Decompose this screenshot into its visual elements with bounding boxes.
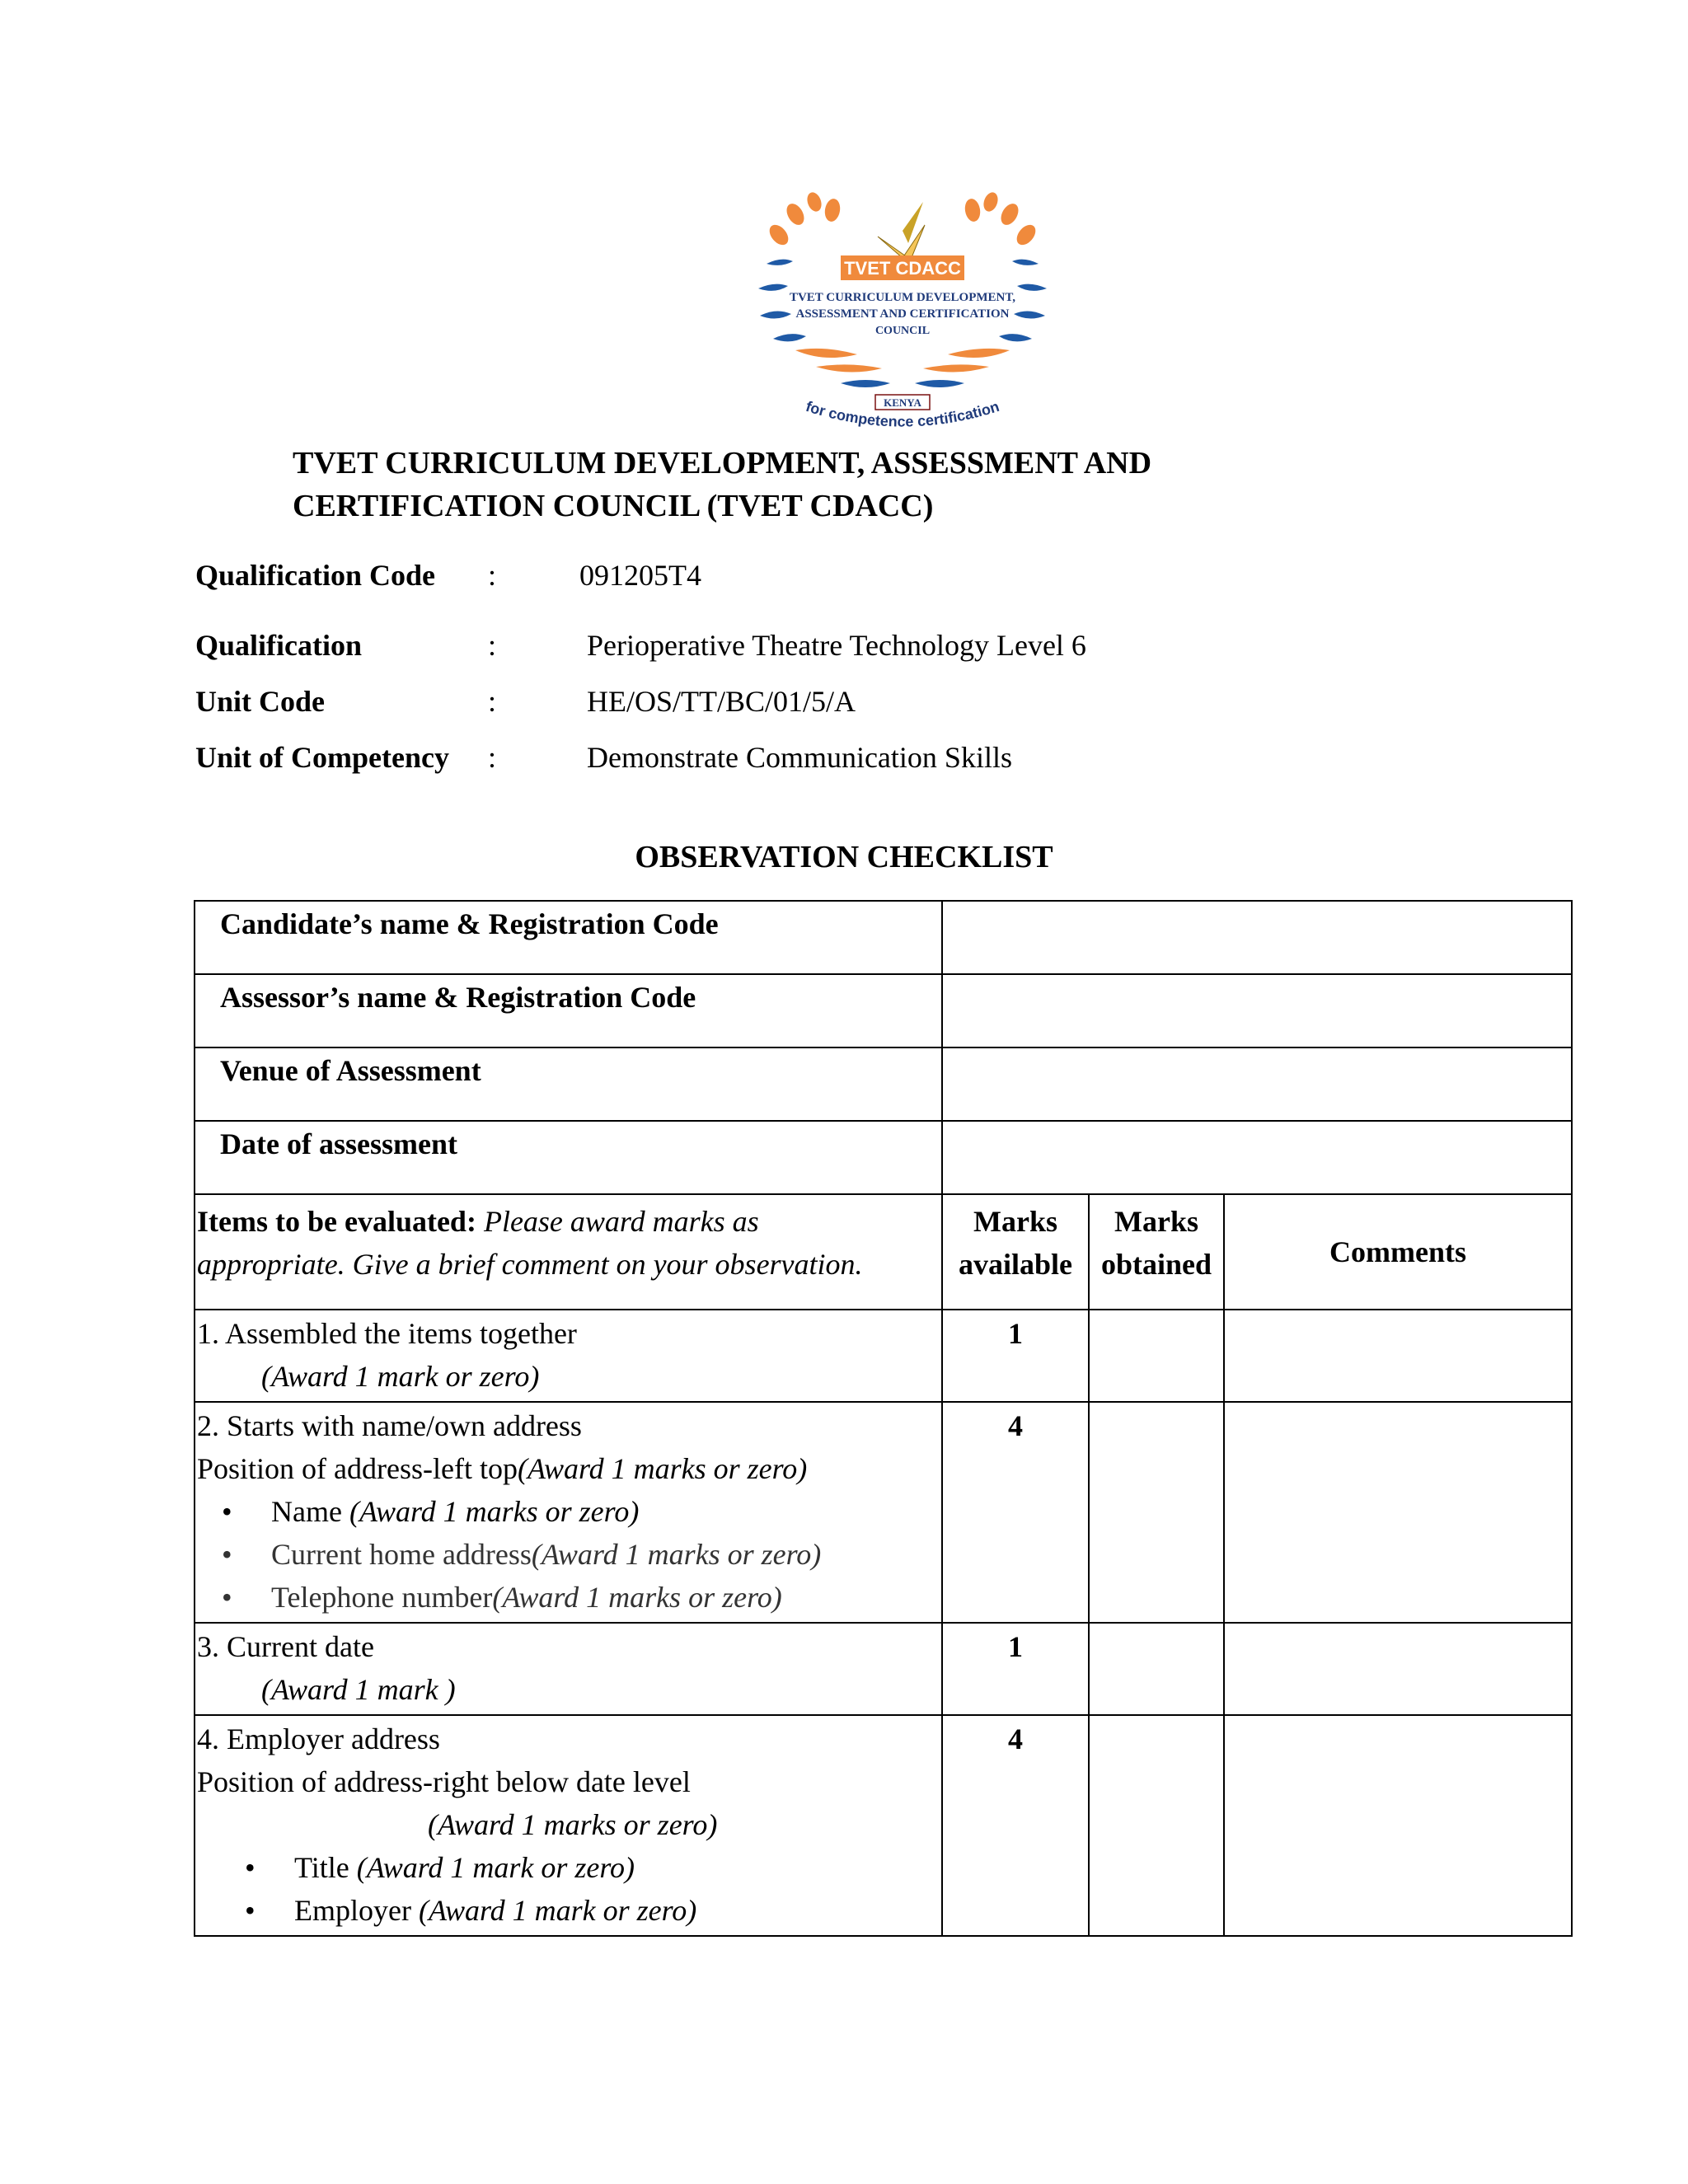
marks-obtained-header-line2: obtained [1100, 1248, 1212, 1281]
bullet-award: (Award 1 mark or zero) [356, 1851, 635, 1884]
item-3-marks-available: 1 [942, 1623, 1089, 1715]
list-item [197, 1889, 941, 1932]
council-title-line2: CERTIFICATION COUNCIL (TVET CDACC) [293, 489, 934, 523]
header-row [195, 1194, 1572, 1310]
venue-label: Venue of Assessment [195, 1047, 942, 1121]
unit-code-label: Unit Code [195, 685, 326, 718]
qualification-colon: : [488, 629, 497, 662]
unit-of-competency-label: Unit of Competency [195, 741, 449, 774]
item-2-description [195, 1402, 942, 1623]
candidate-row [195, 901, 1572, 974]
item-1-marks-obtained-field[interactable] [1089, 1310, 1224, 1402]
unit-code-value: HE/OS/TT/BC/01/5/A [587, 685, 856, 718]
venue-value-field[interactable] [942, 1047, 1572, 1121]
items-header-italic-1: Please award marks as [483, 1205, 759, 1238]
council-logo-emblem [717, 185, 1088, 441]
item-1-description [195, 1310, 942, 1402]
bullet-award: (Award 1 mark or zero) [418, 1894, 697, 1927]
council-title-line1: TVET CURRICULUM DEVELOPMENT, ASSESSMENT AND [293, 446, 1152, 480]
item-3-award: (Award 1 mark ) [261, 1673, 456, 1706]
item-row-3 [195, 1623, 1572, 1715]
item-3-title: 3. Current date [197, 1630, 374, 1663]
venue-row [195, 1047, 1572, 1121]
observation-checklist-table [194, 900, 1573, 1937]
items-header-italic-2: appropriate. Give a brief comment on your observation. [197, 1248, 863, 1281]
qualification-code-label: Qualification Code [195, 559, 436, 592]
item-row-2 [195, 1402, 1572, 1623]
item-4-title: 4. Employer address [197, 1722, 440, 1755]
item-2-position-text: Position of address-left top [197, 1452, 518, 1485]
marks-available-header [942, 1194, 1089, 1310]
items-header [195, 1194, 942, 1310]
logo-motto: for competence certification [804, 397, 1001, 430]
item-4-bullets [197, 1846, 941, 1932]
logo-banner-text: TVET CDACC [844, 258, 961, 279]
item-4-position: Position of address-right below date level [197, 1765, 691, 1798]
marks-available-header-line2: available [958, 1248, 1072, 1281]
marks-available-header-line1: Marks [973, 1205, 1057, 1238]
bullet-award: (Award 1 marks or zero) [349, 1495, 640, 1528]
council-title [293, 442, 1447, 527]
assessor-row [195, 974, 1572, 1047]
list-item [197, 1576, 941, 1619]
unit-of-competency-value: Demonstrate Communication Skills [587, 741, 1012, 774]
bullet-text: Name [271, 1495, 349, 1528]
bullet-text: Telephone number [271, 1581, 493, 1614]
date-value-field[interactable] [942, 1121, 1572, 1194]
bullet-award: (Award 1 marks or zero) [492, 1581, 782, 1614]
bullet-text: Title [294, 1851, 357, 1884]
bullet-text: Current home address [271, 1538, 532, 1571]
date-label: Date of assessment [195, 1121, 942, 1194]
comments-header: Comments [1224, 1194, 1572, 1310]
item-3-comments-field[interactable] [1224, 1623, 1572, 1715]
bullet-text: Employer [294, 1894, 419, 1927]
item-2-bullets [197, 1490, 941, 1619]
item-4-comments-field[interactable] [1224, 1715, 1572, 1936]
candidate-label: Candidate’s name & Registration Code [195, 901, 942, 974]
candidate-value-field[interactable] [942, 901, 1572, 974]
date-row [195, 1121, 1572, 1194]
items-header-bold: Items to be evaluated: [197, 1205, 476, 1238]
item-row-4 [195, 1715, 1572, 1936]
item-1-award: (Award 1 mark or zero) [261, 1360, 540, 1393]
item-2-marks-available: 4 [942, 1402, 1089, 1623]
unit-code-colon: : [488, 685, 497, 718]
item-2-position [197, 1447, 941, 1490]
list-item [197, 1846, 941, 1889]
council-logo [717, 185, 1088, 441]
marks-obtained-header-line1: Marks [1114, 1205, 1198, 1238]
marks-obtained-header [1089, 1194, 1224, 1310]
item-2-position-award: (Award 1 marks or zero) [517, 1452, 808, 1485]
item-row-1 [195, 1310, 1572, 1402]
item-1-comments-field[interactable] [1224, 1310, 1572, 1402]
qualification-code-colon: : [488, 559, 497, 592]
item-3-description [195, 1623, 942, 1715]
unit-of-competency-colon: : [488, 741, 497, 774]
assessor-value-field[interactable] [942, 974, 1572, 1047]
list-item [197, 1490, 941, 1533]
item-4-marks-obtained-field[interactable] [1089, 1715, 1224, 1936]
logo-text-line3: COUNCIL [874, 325, 931, 337]
qualification-label: Qualification [195, 629, 363, 662]
item-2-title: 2. Starts with name/own address [197, 1409, 582, 1442]
item-1-marks-available: 1 [942, 1310, 1089, 1402]
item-1-title: 1. Assembled the items together [197, 1317, 577, 1350]
item-3-marks-obtained-field[interactable] [1089, 1623, 1224, 1715]
logo-country: KENYA [884, 396, 921, 409]
list-item [197, 1533, 941, 1576]
item-4-marks-available: 4 [942, 1715, 1089, 1936]
qualification-value: Perioperative Theatre Technology Level 6 [587, 629, 1086, 662]
checklist-title: OBSERVATION CHECKLIST [635, 840, 1053, 874]
bullet-award: (Award 1 marks or zero) [531, 1538, 822, 1571]
qualification-code-value: 091205T4 [579, 559, 701, 592]
logo-text-line1: TVET CURRICULUM DEVELOPMENT, [789, 291, 1016, 304]
item-2-comments-field[interactable] [1224, 1402, 1572, 1623]
item-2-marks-obtained-field[interactable] [1089, 1402, 1224, 1623]
logo-text-line2: ASSESSMENT AND CERTIFICATION [795, 307, 1010, 321]
item-4-award: (Award 1 marks or zero) [428, 1808, 718, 1841]
assessor-label: Assessor’s name & Registration Code [195, 974, 942, 1047]
item-4-description [195, 1715, 942, 1936]
